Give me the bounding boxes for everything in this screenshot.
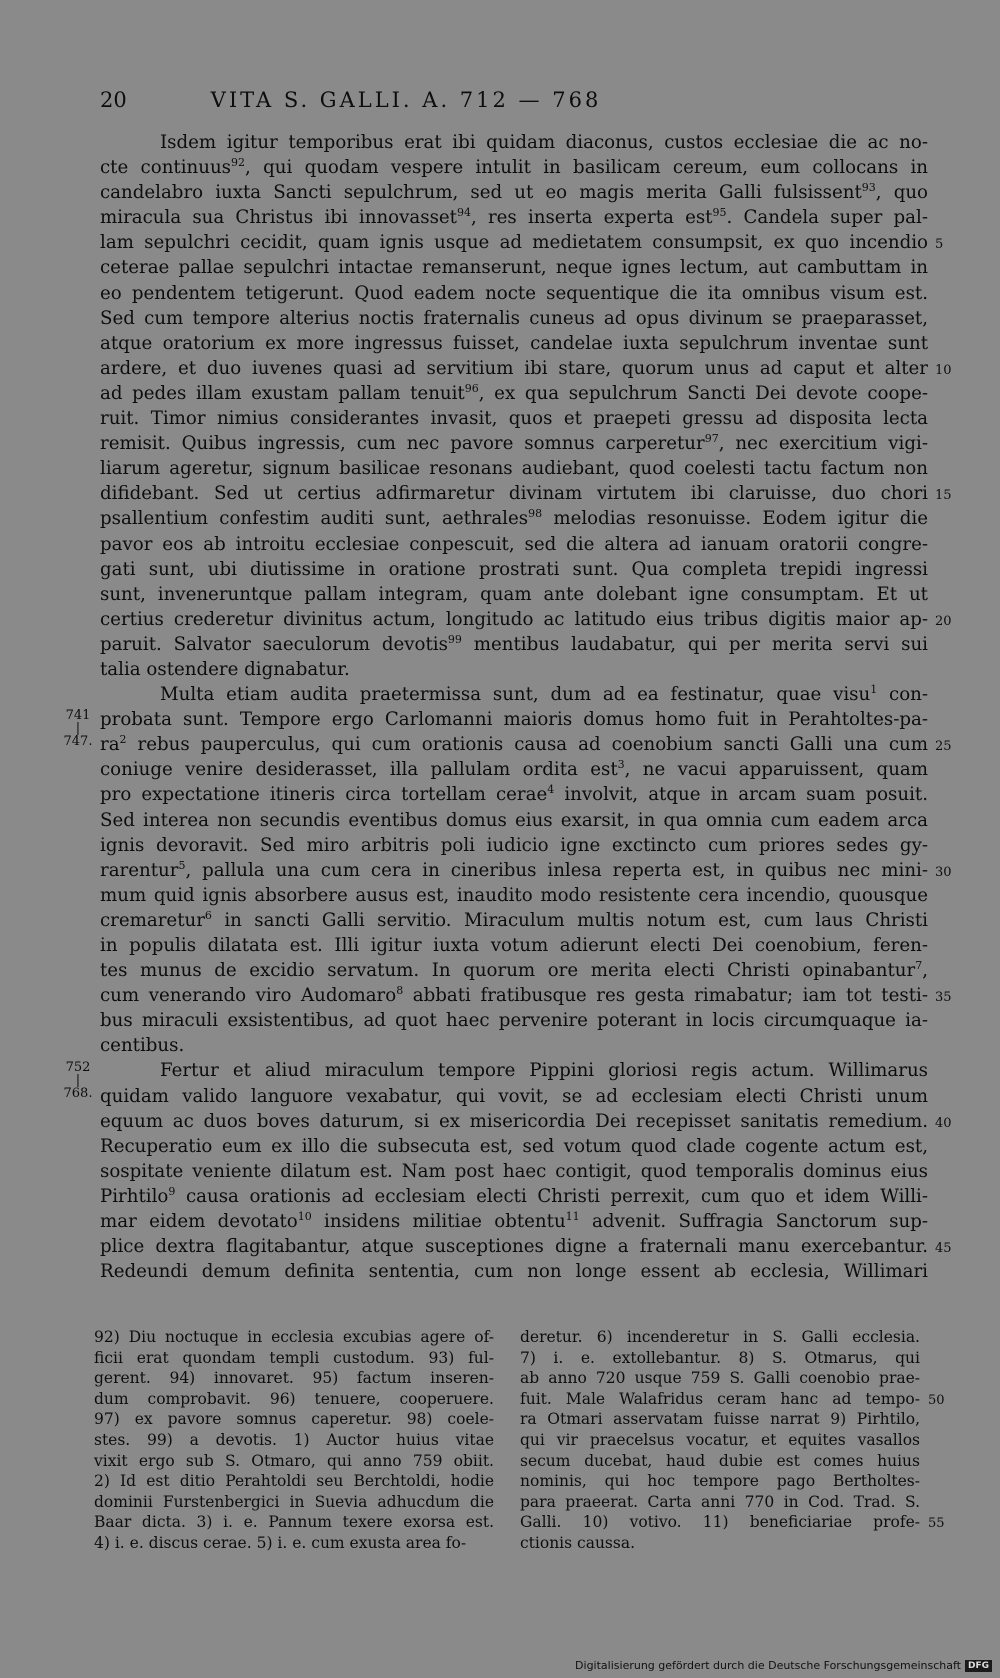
footnote-line: Baar dicta. 3) i. e. Pannum texere exorsa est. — [94, 1513, 494, 1532]
text-line: cremaretur$^6$ in sancti Galli servitio. Miraculum multis notum est, cum laus Christi — [100, 908, 928, 931]
text-line: in populis dilatata est. Illi igitur iuxta votum adierunt electi Dei coenobium, feren- — [100, 935, 928, 956]
line-number: 40 — [935, 1115, 952, 1131]
footnotes-right-column — [520, 1327, 920, 1554]
text-line: coniuge venire desiderasset, illa pallulam ordita est$^3$, ne vacui apparuissent, quam — [100, 758, 928, 781]
text-line: pavor eos ab introitu ecclesiae conpescuit, sed die altera ad ianuam oratorii congre- — [100, 533, 928, 555]
text-line: $ra^2$ rebus pauperculus, qui cum orationis causa ad coenobium sancti Galli una cum — [100, 733, 928, 756]
text-line: cum venerando viro Audomaro$^8$ abbati fratibusque res gesta rimabatur; iam tot testi- — [100, 984, 928, 1007]
text-line: Sed cum tempore alterius noctis fraternalis cuneus ad opus divinum se praeparasset, — [100, 307, 928, 329]
footnote-line: stes. 99) a devotis. 1) Auctor huius vitae — [94, 1430, 494, 1449]
footnote-line: 4) i. e. discus cerae. 5) i. e. cum exusta area fo- — [94, 1533, 467, 1552]
text-line: pro expectatione itineris circa tortellam cerae$^4$ involvit, atque in arcam suam posuit. — [100, 783, 928, 806]
text-line: plice dextra flagitabantur, atque susceptiones digne a fraternali manu exercebantur. — [100, 1236, 928, 1258]
text-line: remisit. Quibus ingressis, cum nec pavore somnus carperetur$^{97}$, nec exercitium vigi- — [100, 432, 928, 455]
line-number: 30 — [935, 864, 952, 880]
footnote-line: vixit ergo sub S. Otmaro, qui anno 759 obiit. — [94, 1451, 494, 1470]
text-line: ad pedes illam exustam pallam tenuit$^{96}$, ex qua sepulchrum Sancti Dei devote coope- — [100, 381, 928, 404]
text-line: atque oratorium ex more ingressus fuisset, candelae iuxta sepulchrum inventae sunt — [100, 332, 928, 354]
line-number: 20 — [935, 613, 952, 629]
footnote-line-number: 50 — [928, 1392, 945, 1408]
text-line: eo pendentem tetigerunt. Quod eadem nocte sequentique die ita omnibus visum est. — [100, 282, 928, 304]
footnote-line: dominii Furstenbergici in Suevia adhucdum die — [94, 1492, 494, 1511]
footnote-line: 92) Diu noctuque in ecclesia excubias agere of- — [94, 1328, 494, 1346]
footnote-line: para praeerat. Carta anni 770 in Cod. Trad. S. — [520, 1492, 920, 1511]
text-line: mar eidem devotato$^{10}$ insidens militiae obtentu$^{11}$ advenit. Suffragia Sanctorum sup- — [100, 1210, 928, 1233]
footer-credit — [575, 1659, 992, 1672]
footnotes-left-column — [94, 1327, 494, 1554]
text-line: certius crederetur divinitus actum, longitudo ac latitudo eius tribus digitis maior ap- — [100, 608, 928, 630]
text-line: ceterae pallae sepulchri intactae remanserunt, neque ignes lectum, aut cambuttam in — [100, 257, 928, 279]
text-line: bus miraculi exsistentibus, ad quot haec pervenire poterant in locis circumquaque ia- — [100, 1010, 928, 1032]
footnote-line: gerent. 94) innovaret. 95) factum inseren- — [94, 1369, 494, 1388]
text-line: tes munus de excidio servatum. In quorum ore merita electi Christi opinabantur$^7$, — [100, 959, 928, 982]
main-text — [100, 130, 928, 1284]
line-number: 35 — [935, 990, 952, 1006]
margin-date: 752 | 768. — [63, 1059, 93, 1101]
line-number: 25 — [935, 739, 952, 755]
text-line: mum quid ignis absorbere ausus est, inaudito modo resistente cera incendio, quousque — [100, 884, 928, 906]
footnote-line: dum comprobavit. 96) tenuere, cooperuere. — [94, 1389, 494, 1408]
text-line: sunt, inveneruntque pallam integram, quam ante dolebant igne consumptam. Et ut — [100, 583, 928, 605]
page-number: 20 — [100, 88, 127, 112]
text-line: gati sunt, ubi diutissime in oratione prostrati sunt. Qua completa trepidi ingressi — [100, 558, 928, 580]
footnote-line: qui vir praecelsus vocatur, et equites vasallos — [520, 1430, 920, 1449]
text-line: difidebant. Sed ut certius adfirmaretur divinam virtutem ibi claruisse, duo chori — [100, 483, 928, 505]
text-line: ruit. Timor nimius considerantes invasit, quos et praepeti gressu ad disposita lecta — [100, 408, 928, 430]
text-line: paruit. Salvator saeculorum devotis$^{99}$ mentibus laudabatur, qui per merita servi sui — [100, 632, 928, 655]
footnote-line: secum ducebat, haud dubie est comes huius — [520, 1451, 920, 1470]
text-line: cte continuus$^{92}$, qui quodam vespere intulit in basilicam cereum, eum collocans in — [100, 156, 928, 179]
text-line: Pirhtilo$^9$ causa orationis ad ecclesiam electi Christi perrexit, cum quo et idem Willi- — [100, 1184, 928, 1207]
text-line: Redeundi demum definita sententia, cum non longe essent ab ecclesia, Willimari — [100, 1261, 928, 1283]
line-number: 15 — [935, 488, 952, 504]
line-number: 10 — [935, 362, 952, 378]
text-line: miracula sua Christus ibi innovasset$^{94}$, res inserta experta est$^{95}$. Candela super pal- — [100, 206, 928, 229]
footnote-line-number: 55 — [928, 1516, 945, 1532]
text-line: probata sunt. Tempore ergo Carlomanni maioris domus homo fuit in Perahtoltes-pa- — [100, 709, 928, 731]
line-number: 45 — [935, 1241, 952, 1257]
text-line: sospitate veniente dilatum est. Nam post haec contigit, quod temporalis dominus eius — [100, 1160, 928, 1182]
text-line: Isdem igitur temporibus erat ibi quidam diaconus, custos ecclesiae die ac no- — [160, 132, 928, 153]
text-line: Fertur et aliud miraculum tempore Pippini gloriosi regis actum. Willimarus — [160, 1060, 928, 1082]
footnote-line: ficii erat quondam templi custodum. 93) ful- — [94, 1348, 494, 1367]
text-line: rarentur$^5$, pallula una cum cera in cineribus inlesa reperta est, in quibus nec mini- — [100, 858, 928, 881]
dfg-logo: DFG — [965, 1660, 992, 1672]
footnote-line: ab anno 720 usque 759 S. Galli coenobio prae- — [520, 1369, 920, 1388]
footnote-line: nominis, qui hoc tempore pago Bertholtes- — [520, 1472, 920, 1491]
footnote-line: ctionis caussa. — [520, 1533, 636, 1552]
text-line: lam sepulchri cecidit, quam ignis usque ad medietatem consumpsit, ex quo incendio — [100, 232, 928, 254]
footnote-line: 2) Id est ditio Perahtoldi seu Berchtoldi, hodie — [94, 1472, 494, 1491]
footnote-line: deretur. 6) incenderetur in S. Galli ecclesia. — [520, 1328, 920, 1346]
text-line: Recuperatio eum ex illo die subsecuta est, sed votum quod clade cogente actum est, — [100, 1135, 928, 1157]
text-line: equum ac duos boves daturum, si ex misericordia Dei recepisset sanitatis remedium. — [100, 1110, 928, 1132]
text-line: candelabro iuxta Sancti sepulchrum, sed ut eo magis merita Galli fulsissent$^{93}$, quo — [100, 181, 928, 204]
text-line: talia ostendere dignabatur. — [100, 658, 350, 680]
margin-date: 741 | 747. — [63, 708, 93, 750]
text-line: Multa etiam audita praetermissa sunt, dum ad ea festinatur, quae visu$^1$ con- — [160, 683, 928, 706]
footnote-line: 97) ex pavore somnus caperetur. 98) coele- — [94, 1410, 494, 1429]
footer-credit-text: Digitalisierung gefördert durch die Deutsche Forschungsgemeinschaft — [575, 1659, 961, 1672]
footnote-line: fuit. Male Walafridus ceram hanc ad tempo- — [520, 1389, 920, 1408]
footnote-line: 7) i. e. extollebantur. 8) S. Otmarus, qui — [520, 1348, 920, 1367]
footnote-line: Galli. 10) votivo. 11) beneficiariae profe- — [520, 1513, 920, 1532]
text-line: ardere, et duo iuvenes quasi ad servitium ibi stare, quorum unus ad caput et alter — [100, 357, 928, 379]
text-line: centibus. — [100, 1035, 185, 1057]
running-title: VITA S. GALLI. A. 712 — 768 — [210, 88, 602, 112]
text-line: Sed interea non secundis eventibus domus eius exarsit, in qua omnia cum eadem arca — [100, 809, 928, 831]
text-line: ignis devoravit. Sed miro arbitris poli iudicio igne exctincto cum priores sedes gy- — [100, 834, 928, 856]
text-line: liarum ageretur, signum basilicae resonans audiebant, quod coelesti tactu factum non — [100, 458, 928, 480]
text-line: psallentium confestim auditi sunt, aethrales$^{98}$ melodias resonuisse. Eodem igitur die — [100, 507, 928, 530]
footnote-line: ra Otmari asservatam fuisse narrat 9) Pirhtilo, — [520, 1410, 920, 1429]
text-line: quidam valido languore vexabatur, qui vovit, se ad ecclesiam electi Christi unum — [100, 1085, 928, 1107]
line-number: 5 — [935, 237, 944, 253]
page-header — [100, 88, 712, 114]
